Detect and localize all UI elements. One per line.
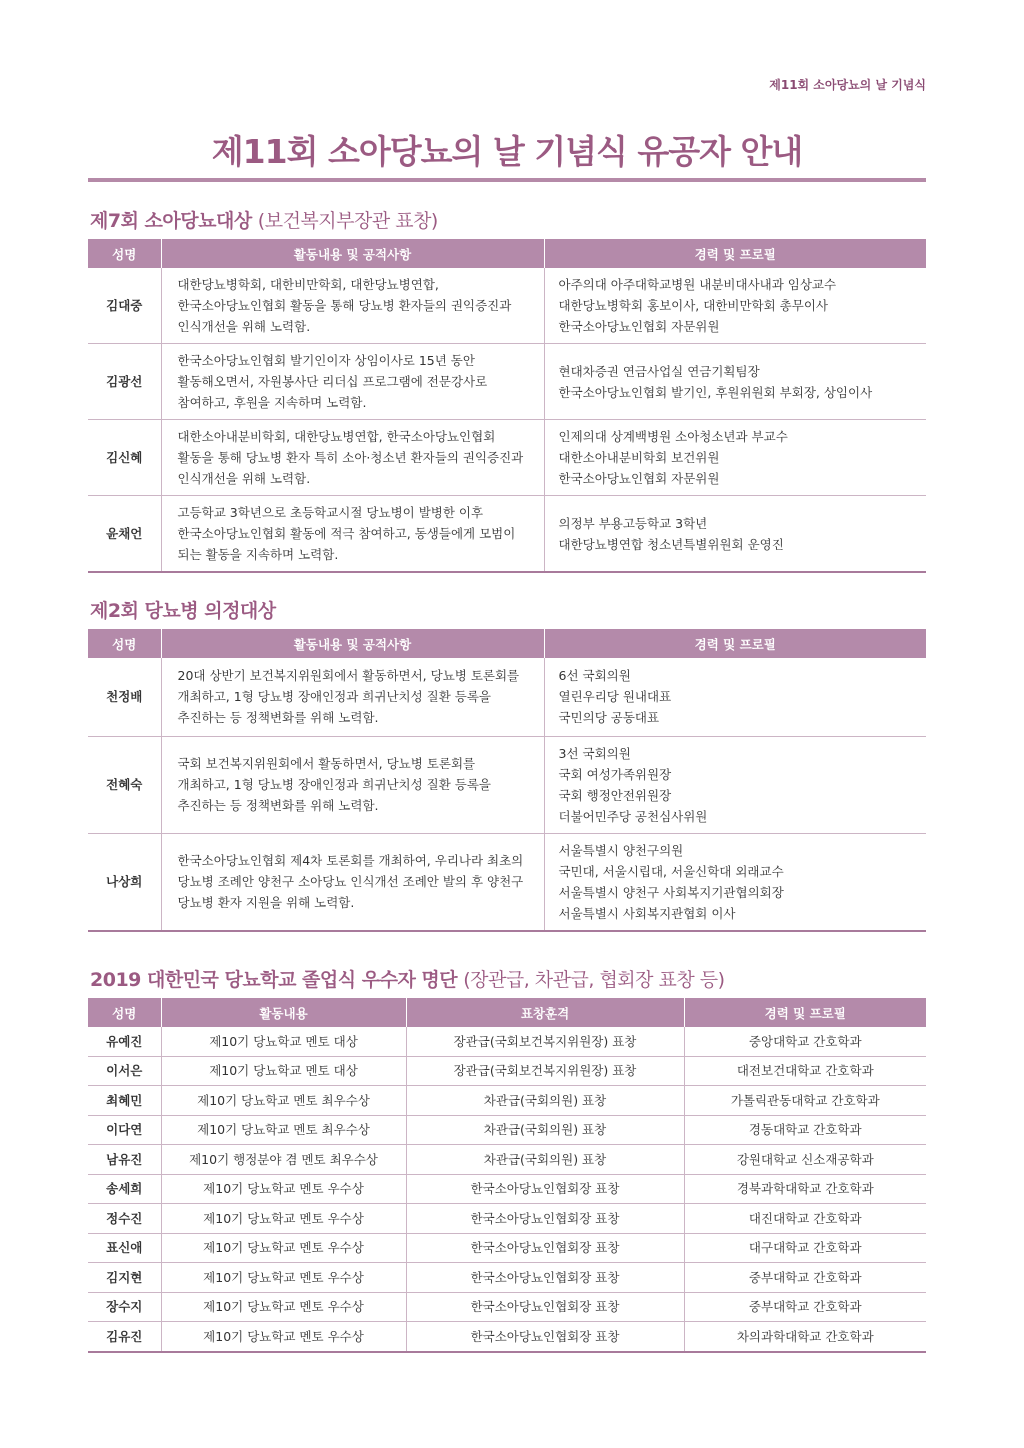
activity-cell: 제10기 당뇨학교 멘토 최우수상 [161, 1086, 406, 1116]
awardee-name: 최혜민 [88, 1086, 161, 1116]
activity-line: 인식개선을 위해 노력함. [177, 319, 311, 334]
table-row [88, 736, 926, 833]
running-head: 제11회 소아당뇨의 날 기념식 [769, 78, 926, 92]
title-divider [88, 178, 926, 182]
profile-cell: 경동대학교 간호학과 [684, 1115, 926, 1145]
awardee-name: 김광선 [88, 344, 161, 420]
career-line: 현대차증권 연금사업실 연금기획팀장 [558, 363, 760, 379]
award-cell: 한국소아당뇨인협회장 표창 [406, 1322, 684, 1352]
graduates-table-body [88, 1027, 926, 1352]
career-line: 3선 국회의원 [558, 745, 631, 761]
award-cell: 한국소아당뇨인협회장 표창 [406, 1174, 684, 1204]
career-line: 국민의당 공동대표 [558, 710, 660, 726]
table-row [88, 420, 926, 496]
table-row [88, 268, 926, 344]
awardee-name: 정수진 [88, 1204, 161, 1234]
activity-line: 활동해오면서, 자원봉사단 리더십 프로그램에 전문강사로 [177, 374, 488, 389]
section-diabetes-school-graduates [88, 965, 926, 1353]
table-row [88, 833, 926, 931]
awardee-name: 유예진 [88, 1027, 161, 1056]
awardee-name: 윤채언 [88, 496, 161, 573]
award-cell: 차관급(국회의원) 표창 [406, 1086, 684, 1116]
award-table [88, 239, 926, 573]
column-header-name: 성명 [88, 998, 161, 1027]
career-line: 아주의대 아주대학교병원 내분비대사내과 임상교수 [558, 277, 837, 292]
section-pediatric-diabetes-award [88, 206, 926, 573]
activity-cell: 제10기 당뇨학교 멘토 우수상 [161, 1233, 406, 1263]
activity-cell: 제10기 당뇨학교 멘토 우수상 [161, 1204, 406, 1234]
activity-line: 참여하고, 후원을 지속하며 노력함. [177, 395, 367, 410]
career-cell [544, 736, 926, 833]
profile-cell: 중앙대학교 간호학과 [684, 1027, 926, 1056]
activity-line: 추진하는 등 정책변화를 위해 노력함. [177, 798, 379, 813]
career-line: 6선 국회의원 [558, 668, 631, 684]
activity-cell [161, 496, 544, 573]
page-title: 제11회 소아당뇨의 날 기념식 유공자 안내 [211, 132, 803, 171]
award-cell: 차관급(국회의원) 표창 [406, 1115, 684, 1145]
activity-line: 한국소아당뇨인협회 발기인이자 상임이사로 15년 동안 [177, 353, 475, 368]
profile-cell: 강원대학교 신소재공학과 [684, 1145, 926, 1175]
table-row [88, 1263, 926, 1293]
section-title: 제7회 소아당뇨대상 [90, 210, 252, 232]
career-line: 국민대, 서울시립대, 서울신학대 외래교수 [558, 863, 784, 879]
career-line: 더불어민주당 공천심사위원 [558, 808, 708, 824]
activity-cell [161, 658, 544, 736]
career-cell [544, 268, 926, 344]
table-row [88, 1056, 926, 1086]
section-heading [90, 965, 926, 992]
career-cell [544, 344, 926, 420]
career-line: 국회 여성가족위원장 [558, 766, 672, 782]
table-row [88, 1322, 926, 1352]
table-row [88, 1145, 926, 1175]
career-line: 한국소아당뇨인협회 자문위원 [558, 319, 720, 334]
table-row [88, 1027, 926, 1056]
activity-line: 한국소아당뇨인협회 활동을 통해 당뇨병 환자들의 권익증진과 [177, 298, 512, 313]
awardee-name: 나상희 [88, 833, 161, 931]
career-line: 인제의대 상계백병원 소아청소년과 부교수 [558, 429, 788, 444]
profile-cell: 가톨릭관동대학교 간호학과 [684, 1086, 926, 1116]
activity-line: 대한소아내분비학회, 대한당뇨병연합, 한국소아당뇨인협회 [177, 429, 496, 444]
activity-line: 20대 상반기 보건복지위원회에서 활동하면서, 당뇨병 토론회를 [177, 668, 520, 684]
awardee-name: 송세희 [88, 1174, 161, 1204]
activity-line: 개최하고, 1형 당뇨병 장애인정과 희귀난치성 질환 등록을 [177, 777, 491, 792]
activity-line: 고등학교 3학년으로 초등학교시절 당뇨병이 발병한 이후 [177, 505, 484, 520]
activity-line: 되는 활동을 지속하며 노력함. [177, 547, 339, 562]
profile-cell: 대진대학교 간호학과 [684, 1204, 926, 1234]
activity-line: 활동을 통해 당뇨병 환자 특히 소아·청소년 환자들의 권익증진과 [177, 450, 524, 465]
awardee-name: 김유진 [88, 1322, 161, 1352]
award-table [88, 629, 926, 932]
table-row [88, 1174, 926, 1204]
career-line: 대한소아내분비학회 보건위원 [558, 450, 720, 465]
column-header-name: 성명 [88, 239, 161, 268]
career-line: 의정부 부용고등학교 3학년 [558, 515, 708, 531]
career-cell [544, 496, 926, 573]
awardee-name: 이서은 [88, 1056, 161, 1086]
column-header-profile: 경력 및 프로필 [684, 998, 926, 1027]
section-title: 2019 대한민국 당뇨학교 졸업식 우수자 명단 [90, 969, 458, 991]
table-row [88, 344, 926, 420]
column-header-activity: 활동내용 [161, 998, 406, 1027]
activity-cell [161, 268, 544, 344]
activity-cell [161, 833, 544, 931]
awardee-name: 김대중 [88, 268, 161, 344]
career-line: 서울특별시 사회복지관협회 이사 [558, 905, 736, 921]
award-cell: 장관급(국회보건복지위원장) 표창 [406, 1056, 684, 1086]
activity-cell: 제10기 당뇨학교 멘토 우수상 [161, 1292, 406, 1322]
activity-cell: 제10기 당뇨학교 멘토 대상 [161, 1056, 406, 1086]
activity-cell: 제10기 행정분야 겸 멘토 최우수상 [161, 1145, 406, 1175]
table-row [88, 1086, 926, 1116]
column-header-career: 경력 및 프로필 [544, 629, 926, 658]
profile-cell: 차의과학대학교 간호학과 [684, 1322, 926, 1352]
award-cell: 한국소아당뇨인협회장 표창 [406, 1263, 684, 1293]
awardee-name: 남유진 [88, 1145, 161, 1175]
section-legislative-award [88, 596, 926, 932]
table-row [88, 1292, 926, 1322]
table-row [88, 1115, 926, 1145]
awardee-name: 전혜숙 [88, 736, 161, 833]
career-line: 한국소아당뇨인협회 발기인, 후원위원회 부회장, 상임이사 [558, 384, 873, 400]
table-row [88, 1233, 926, 1263]
career-cell [544, 420, 926, 496]
career-line: 열린우리당 원내대표 [558, 689, 672, 705]
career-cell [544, 658, 926, 736]
activity-line: 인식개선을 위해 노력함. [177, 471, 311, 486]
activity-cell: 제10기 당뇨학교 멘토 최우수상 [161, 1115, 406, 1145]
award-cell: 장관급(국회보건복지위원장) 표창 [406, 1027, 684, 1056]
section-heading [90, 206, 926, 233]
column-header-career: 경력 및 프로필 [544, 239, 926, 268]
section-title: 제2회 당뇨병 의정대상 [90, 600, 276, 622]
activity-cell [161, 736, 544, 833]
activity-cell: 제10기 당뇨학교 멘토 우수상 [161, 1322, 406, 1352]
awardee-name: 표신애 [88, 1233, 161, 1263]
activity-line: 당뇨병 조례안 양천구 소아당뇨 인식개선 조례안 발의 후 양천구 [177, 874, 524, 889]
activity-cell [161, 344, 544, 420]
column-header-activity: 활동내용 및 공적사항 [161, 629, 544, 658]
profile-cell: 대구대학교 간호학과 [684, 1233, 926, 1263]
awardee-name: 김지현 [88, 1263, 161, 1293]
activity-cell: 제10기 당뇨학교 멘토 대상 [161, 1027, 406, 1056]
career-cell [544, 833, 926, 931]
career-line: 대한당뇨병학회 홍보이사, 대한비만학회 총무이사 [558, 298, 828, 313]
awardee-name: 김신혜 [88, 420, 161, 496]
column-header-activity: 활동내용 및 공적사항 [161, 239, 544, 268]
activity-cell: 제10기 당뇨학교 멘토 우수상 [161, 1174, 406, 1204]
career-line: 서울특별시 양천구의원 [558, 842, 684, 858]
awardee-name: 이다연 [88, 1115, 161, 1145]
career-line: 국회 행정안전위원장 [558, 787, 672, 803]
activity-cell [161, 420, 544, 496]
table-row [88, 496, 926, 573]
section-subtitle: (장관급, 차관급, 협회장 표창 등) [463, 969, 725, 991]
activity-line: 한국소아당뇨인협회 제4차 토론회를 개최하여, 우리나라 최초의 [177, 853, 524, 868]
section-subtitle: (보건복지부장관 표창) [257, 210, 438, 232]
section-heading [90, 596, 926, 623]
graduates-table [88, 998, 926, 1353]
profile-cell: 중부대학교 간호학과 [684, 1292, 926, 1322]
award-cell: 한국소아당뇨인협회장 표창 [406, 1292, 684, 1322]
profile-cell: 대전보건대학교 간호학과 [684, 1056, 926, 1086]
activity-line: 당뇨병 환자 지원을 위해 노력함. [177, 895, 355, 910]
activity-cell: 제10기 당뇨학교 멘토 우수상 [161, 1263, 406, 1293]
awardee-name: 장수지 [88, 1292, 161, 1322]
profile-cell: 중부대학교 간호학과 [684, 1263, 926, 1293]
table-row [88, 1204, 926, 1234]
awardee-name: 천정배 [88, 658, 161, 736]
table-row [88, 658, 926, 736]
award-cell: 한국소아당뇨인협회장 표창 [406, 1233, 684, 1263]
profile-cell: 경북과학대학교 간호학과 [684, 1174, 926, 1204]
activity-line: 추진하는 등 정책변화를 위해 노력함. [177, 710, 379, 726]
career-line: 한국소아당뇨인협회 자문위원 [558, 471, 720, 486]
column-header-award: 표창훈격 [406, 998, 684, 1027]
column-header-name: 성명 [88, 629, 161, 658]
career-line: 서울특별시 양천구 사회복지기관협의회장 [558, 884, 784, 900]
activity-line: 한국소아당뇨인협회 활동에 적극 참여하고, 동생들에게 모범이 [177, 526, 516, 541]
activity-line: 국회 보건복지위원회에서 활동하면서, 당뇨병 토론회를 [177, 756, 476, 771]
activity-line: 대한당뇨병학회, 대한비만학회, 대한당뇨병연합, [177, 277, 439, 292]
award-cell: 차관급(국회의원) 표창 [406, 1145, 684, 1175]
activity-line: 개최하고, 1형 당뇨병 장애인정과 희귀난치성 질환 등록을 [177, 689, 491, 705]
career-line: 대한당뇨병연합 청소년특별위원회 운영진 [558, 536, 784, 552]
award-cell: 한국소아당뇨인협회장 표창 [406, 1204, 684, 1234]
